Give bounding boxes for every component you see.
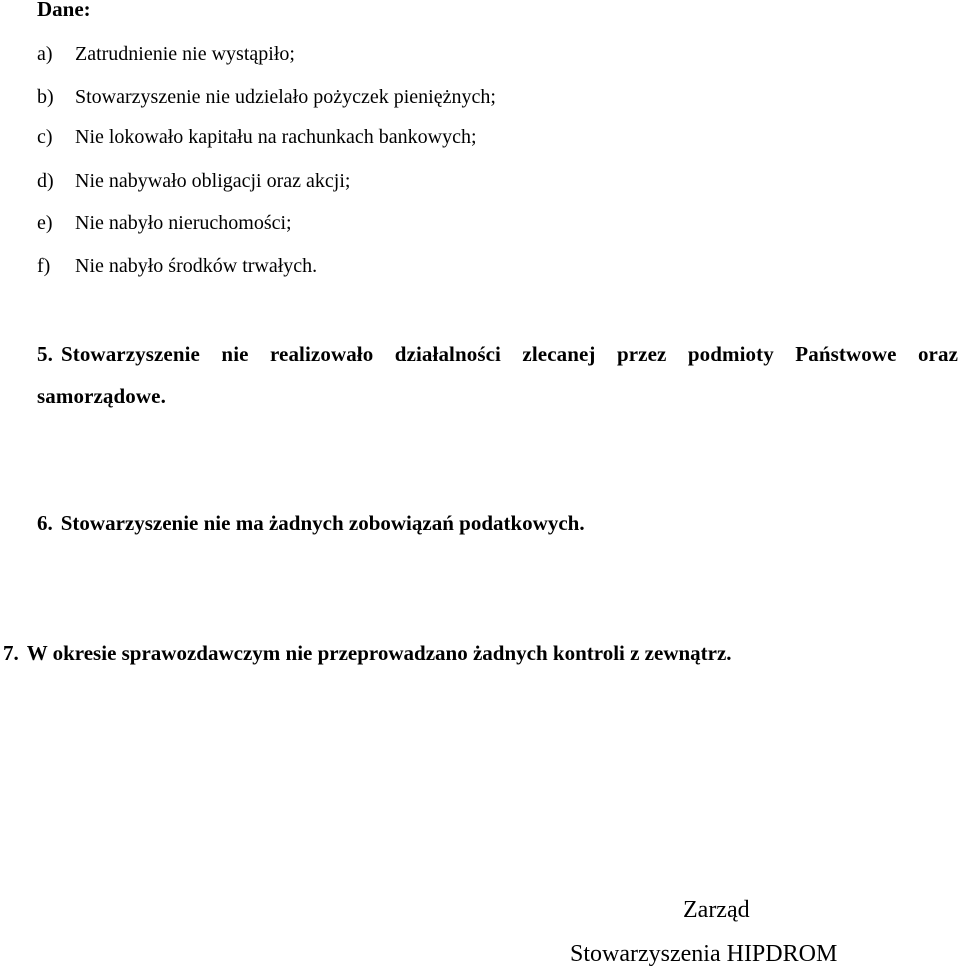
- list-marker: f): [37, 255, 51, 277]
- point-7-text: W okresie sprawozdawczym nie przeprowadzano żadnych kontroli z zewnątrz.: [26, 641, 732, 665]
- signature-board: Zarząd: [683, 897, 750, 923]
- point-number: 7.: [3, 641, 19, 665]
- point-6-text: Stowarzyszenie nie ma żadnych zobowiązań podatkowych.: [60, 511, 585, 535]
- list-marker: b): [37, 86, 54, 108]
- list-item-text: Nie nabyło nieruchomości;: [75, 212, 292, 234]
- point-number: 6.: [37, 511, 53, 535]
- list-item: [37, 41, 295, 67]
- list-marker: e): [37, 212, 53, 234]
- list-marker: d): [37, 170, 54, 192]
- list-item: [37, 253, 317, 279]
- point-5-text-line-1: Stowarzyszenie nie realizowało działalności zlecanej przez podmioty Państwowe oraz: [60, 342, 958, 366]
- list-item: [37, 210, 292, 236]
- section-heading: Dane:: [37, 0, 91, 21]
- point-7: [3, 632, 732, 674]
- point-number: 5.: [37, 342, 53, 366]
- list-item: [37, 124, 477, 150]
- list-item-text: Nie lokowało kapitału na rachunkach bankowych;: [75, 126, 477, 148]
- point-5: [37, 333, 958, 417]
- list-marker: a): [37, 43, 53, 65]
- list-item-text: Nie nabywało obligacji oraz akcji;: [75, 170, 351, 192]
- list-item-text: Nie nabyło środków trwałych.: [75, 255, 318, 277]
- signature-organization: Stowarzyszenia HIPDROM: [570, 941, 838, 967]
- list-item: [37, 168, 350, 194]
- list-item-text: Stowarzyszenie nie udzielało pożyczek pieniężnych;: [75, 86, 496, 108]
- list-item-text: Zatrudnienie nie wystąpiło;: [75, 43, 295, 65]
- point-5-line-1: [37, 333, 958, 375]
- point-5-text-line-2: samorządowe.: [37, 384, 166, 408]
- point-6: [37, 502, 585, 544]
- list-item: [37, 84, 496, 110]
- list-marker: c): [37, 126, 53, 148]
